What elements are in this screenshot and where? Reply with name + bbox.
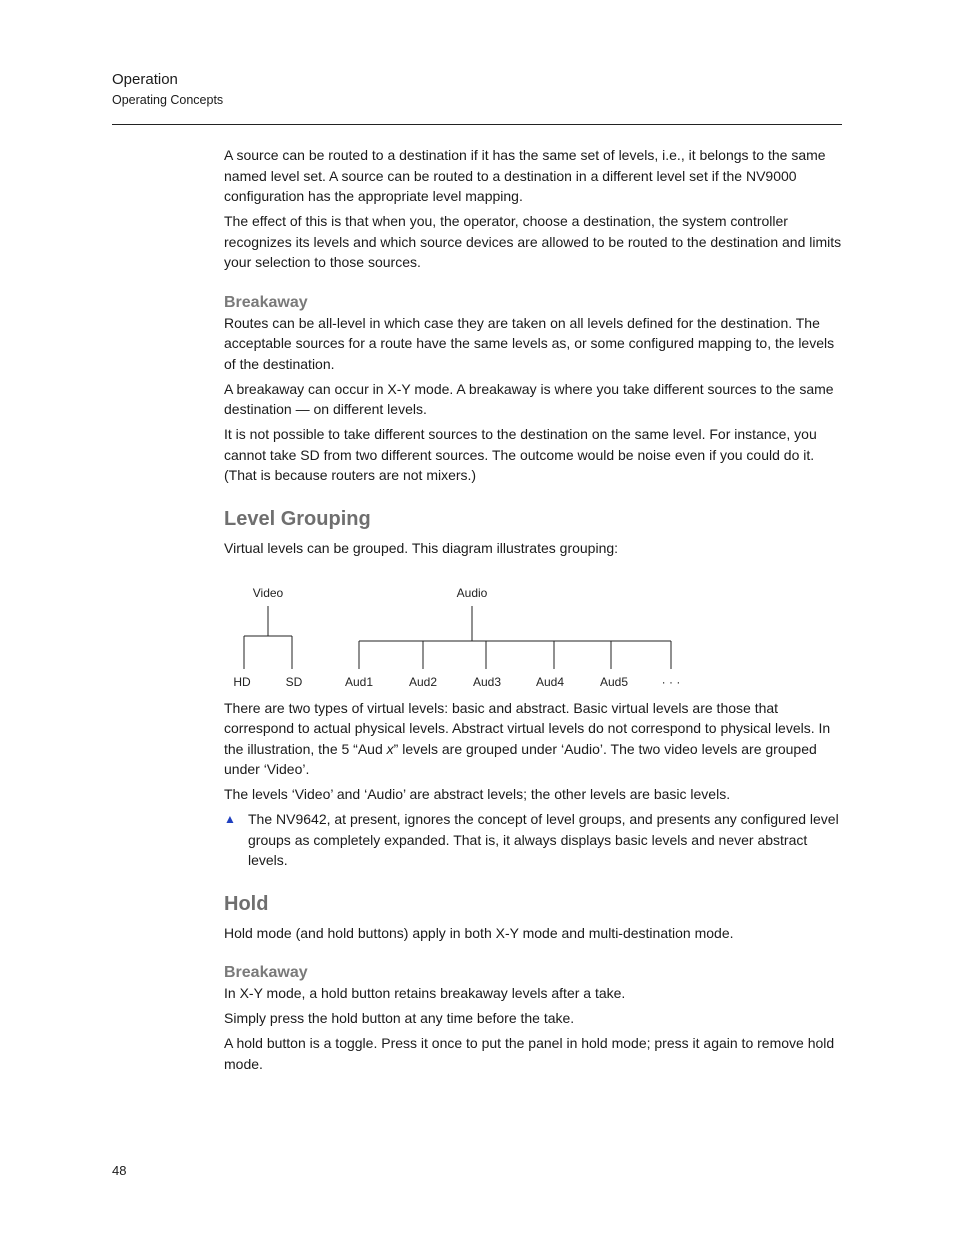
virtual-levels-paragraph [224, 698, 842, 780]
breakaway-heading-2: Breakaway [224, 964, 308, 981]
level-grouping-intro: Virtual levels can be grouped. This diagram illustrates grouping: [224, 539, 619, 556]
hold-breakaway-paragraph-2: Simply press the hold button at any time before the take. [224, 1010, 575, 1026]
running-header-subtitle: Operating Concepts [112, 93, 224, 107]
running-header-title: Operation [112, 71, 178, 88]
sd-label: SD [285, 674, 303, 688]
intro-paragraph-2: The effect of this is that when you, the operator, choose a destination, the system controller recognizes its levels and which source devices are allowed to be routed to the destination and limits your selection to those sources. [224, 213, 842, 270]
level-grouping-heading: Level Grouping [224, 507, 371, 530]
intro-paragraph-1: A source can be routed to a destination if it has the same set of levels, i.e., it belongs to the same named level set. A source can be routed to a destination in a different level set if the NV9000 configuration has the appropriate level mapping. [224, 147, 826, 204]
main-content [224, 145, 842, 1079]
more-label: · · · [661, 674, 681, 688]
aud1-label: Aud1 [344, 674, 374, 688]
virtual-levels-italic: x [386, 740, 394, 757]
aud2-label: Aud2 [408, 674, 438, 688]
page-number: 48 [112, 1163, 127, 1178]
aud3-label: Aud3 [472, 674, 502, 688]
aud5-label: Aud5 [599, 674, 629, 688]
level-tree-svg [224, 563, 842, 688]
abstract-levels-paragraph: The levels ‘Video’ and ‘Audio’ are abstract levels; the other levels are basic levels. [224, 786, 731, 802]
tree-lines [244, 606, 671, 669]
aud4-label: Aud4 [535, 674, 565, 688]
video-label: Video [252, 585, 284, 600]
nv9642-note-text: The NV9642, at present, ignores the concept of level groups, and presents any configured level groups as completely expanded. That is, it always displays basic levels and never abstract levels. [248, 811, 839, 868]
nv9642-note [224, 809, 842, 871]
hd-label: HD [233, 674, 251, 688]
hold-heading: Hold [224, 892, 269, 915]
hold-paragraph-1: Hold mode (and hold buttons) apply in both X-Y mode and multi-destination mode. [224, 924, 734, 941]
virtual-levels-text-1: There are two types of virtual levels: basic and abstract. Basic virtual levels are those that correspond to actual physical levels. Abstract virtual levels do not correspond to physical levels. In the illustration, the 5 “Aud [224, 699, 831, 757]
breakaway-paragraph-2: A breakaway can occur in X-Y mode. A breakaway is where you take different sources to the same destination — on different levels. [224, 380, 834, 417]
audio-label: Audio [456, 585, 488, 600]
breakaway-paragraph-1: Routes can be all-level in which case they are taken on all levels defined for the destination. The acceptable sources for a route have the same levels as, or some configured mapping to, the levels of the destination. [224, 314, 835, 372]
breakaway-heading-1: Breakaway [224, 293, 308, 311]
hold-breakaway-paragraph-3: A hold button is a toggle. Press it once to put the panel in hold mode; press it again to remove hold mode. [224, 1035, 835, 1072]
virtual-levels-text-2: ” levels are grouped under ‘Audio’. The two video levels are grouped under ‘Video’. [224, 740, 817, 777]
breakaway-paragraph-3: It is not possible to take different sources to the destination on the same level. For instance, you cannot take SD from two different sources. The outcome would be noise even if you could do it. (That is because routers are not mixers.) [224, 426, 817, 483]
hold-breakaway-paragraph-1: In X-Y mode, a hold button retains breakaway levels after a take. [224, 985, 626, 1001]
warning-triangle-icon: ▲ [224, 812, 236, 826]
level-grouping-diagram [224, 563, 842, 688]
header-rule [112, 124, 842, 125]
